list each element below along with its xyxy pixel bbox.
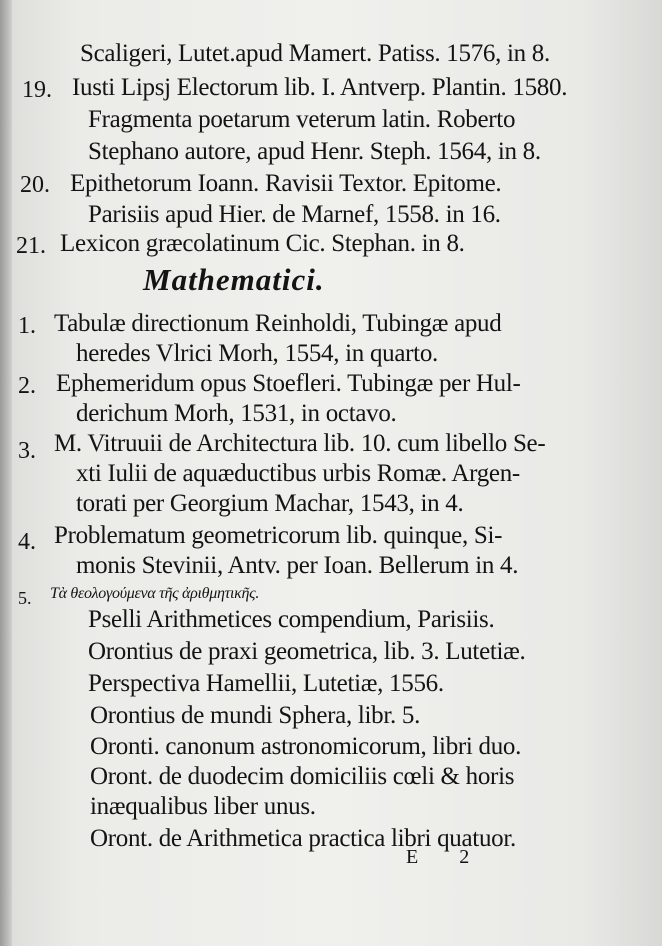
entry-line-6: torati per Georgium Machar, 1543, in 4. [76,490,464,517]
entry-number-5: 5. [18,588,32,608]
item-number-21: 21. [16,233,46,259]
entry-line-4: M. Vitruuii de Architectura lib. 10. cum libello Se- [54,430,546,457]
entry-line-8: monis Stevinii, Antv. per Ioan. Bellerum in 4. [76,552,519,579]
item-number-19: 19. [22,77,52,103]
entry-line-7: Problematum geometricorum lib. quinque, Si- [54,522,503,549]
entry-number-4: 4. [18,529,36,555]
entry-line-11: Orontius de praxi geometrica, lib. 3. Lutetiæ. [88,638,526,665]
entry-number-3: 3. [18,438,36,464]
line-3: Stephano autore, apud Henr. Steph. 1564, in 8. [88,138,541,165]
entry-line-17: Oront. de Arithmetica practica libri quatuor. [90,825,516,852]
line-1: Iusti Lipsj Electorum lib. I. Antverp. Plantin. 1580. [72,74,568,101]
line-4: Epithetorum Ioann. Ravisii Textor. Epitome. [70,170,502,197]
entry-number-2: 2. [18,373,36,399]
entry-line-10: Pselli Arithmetices compendium, Parisiis. [88,606,495,633]
entry-line-14: Oronti. canonum astronomicorum, libri duo. [90,733,522,760]
entry-line-0: Tabulæ directionum Reinholdi, Tubingæ apud [54,310,502,337]
entry-line-3: derichum Morh, 1531, in octavo. [76,400,397,427]
line-2: Fragmenta poetarum veterum latin. Roberto [88,106,516,133]
signature-mark: E 2 [406,846,488,868]
entry-line-greek: Τὰ θεολογούμενα τῆς ἀριθμητικῆς. [50,585,260,602]
line-6: Lexicon græcolatinum Cic. Stephan. in 8. [60,230,465,257]
entry-line-16: inæqualibus liber unus. [90,793,316,820]
section-heading: Mathematici. [143,262,325,297]
entry-number-1: 1. [18,313,36,339]
line-5: Parisiis apud Hier. de Marnef, 1558. in 16. [88,201,501,228]
line-0: Scaligeri, Lutet.apud Mamert. Patiss. 1576, in 8. [80,40,550,67]
entry-line-15: Oront. de duodecim domiciliis cœli & horis [90,763,515,790]
entry-line-13: Orontius de mundi Sphera, libr. 5. [90,702,421,729]
entry-line-5: xti Iulii de aquæductibus urbis Romæ. Argen- [76,460,520,487]
entry-line-12: Perspectiva Hamellii, Lutetiæ, 1556. [88,670,444,697]
entry-line-1: heredes Vlrici Morh, 1554, in quarto. [76,340,438,367]
page-spine-shadow [0,0,12,946]
item-number-20: 20. [20,172,50,198]
entry-line-2: Ephemeridum opus Stoefleri. Tubingæ per Hul- [56,370,521,397]
